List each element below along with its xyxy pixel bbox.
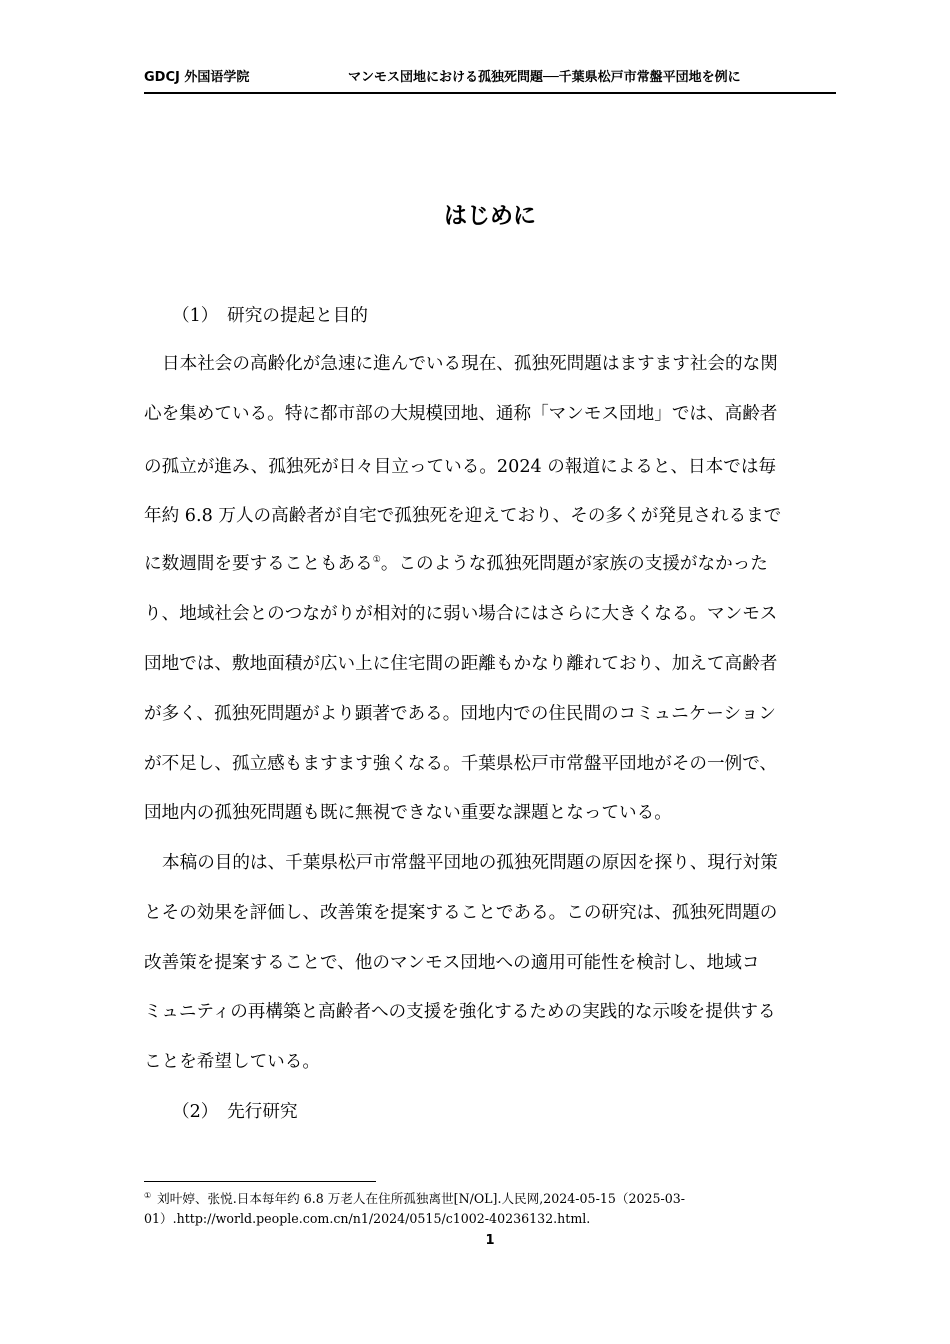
paragraph-line: の孤立が進み、孤独死が日々目立っている。2024 の報道によると、日本では毎 [144,457,777,477]
paragraph-text: 。このような孤独死問題が家族の支援がなかった [380,554,768,574]
paragraph-line: ミュニティの再構築と高齢者への支援を強化するための実践的な示唆を提供する [144,1002,776,1022]
running-header [144,68,836,94]
paragraph-line: 団地では、敷地面積が広い上に住宅間の距離もかなり離れており、加えて高齢者 [144,654,778,674]
paragraph-line: が不足し、孤立感もますます強くなる。千葉県松戸市常盤平団地がその一例で、 [144,754,778,774]
footnote-marker: ① [144,1191,152,1200]
footnote-divider [144,1181,376,1182]
paragraph-line: 団地内の孤独死問題も既に無視できない重要な課題となっている。 [144,803,672,823]
header-institution: GDCJ 外国语学院 [144,70,250,85]
paragraph-line-with-footnote [144,552,836,576]
footnote-text: 刘叶婷、张悦.日本每年约 6.8 万老人在住所孤独离世[N/OL].人民网,2024-05-15（2025-03- [157,1191,686,1206]
footnote-line[interactable]: 01）.http://world.people.com.cn/n1/2024/0515/c1002-40236132.html. [144,1211,591,1226]
paragraph-line: 本稿の目的は、千葉県松戸市常盤平団地の孤独死問題の原因を探り、現行対策 [162,853,778,873]
footnote-reference[interactable]: ① [372,555,381,565]
header-paper-title: マンモス団地における孤独死問題──千葉県松戸市常盤平団地を例に [348,70,741,85]
paragraph-text: に数週間を要することもある [144,554,373,574]
paragraph-line: とその効果を評価し、改善策を提案することである。この研究は、孤独死問題の [144,903,778,923]
paragraph-line: 年約 6.8 万人の高齢者が自宅で孤独死を迎えており、その多くが発見されるまで [144,506,782,526]
paragraph-line: 心を集めている。特に都市部の大規模団地、通称「マンモス団地」では、高齢者 [144,404,778,424]
page-number: 1 [485,1233,495,1248]
subsection-heading-1: （1） 研究の提起と目的 [172,306,368,326]
paragraph-line: 改善策を提案することで、他のマンモス団地への適用可能性を検討し、地域コ [144,953,760,973]
subsection-heading-2: （2） 先行研究 [172,1102,298,1122]
paragraph-line: が多く、孤独死問題がより顕著である。団地内での住民間のコミュニケーション [144,704,776,724]
section-title: はじめに [444,203,536,229]
footnote-line [144,1190,836,1208]
paragraph-line: り、地域社会とのつながりが相対的に弱い場合にはさらに大きくなる。マンモス [144,604,778,624]
paragraph-line: 日本社会の高齢化が急速に進んでいる現在、孤独死問題はますます社会的な関 [162,354,778,374]
paragraph-line: ことを希望している。 [144,1052,320,1072]
